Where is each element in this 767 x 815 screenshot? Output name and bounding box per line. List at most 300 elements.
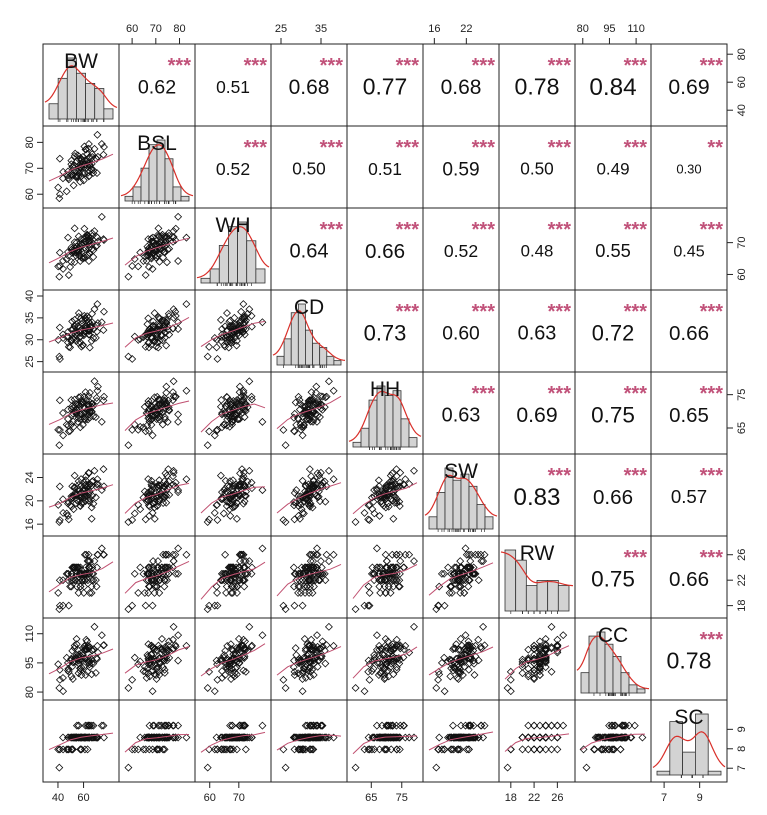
scatter-point [466,551,473,558]
scatter-point [465,746,472,753]
scatter-point [366,589,373,596]
scatter-point [411,467,418,474]
scatter-point [390,515,397,522]
histogram-bar [409,438,417,447]
histogram-bar [537,581,548,612]
scatter-point [172,225,179,232]
scatter-point [330,476,337,483]
scatter-point [222,551,229,558]
tick-label: 60 [24,188,37,201]
correlation-value: 0.69 [516,404,558,428]
histogram-bar [621,673,629,693]
tick-label: 65 [736,421,748,435]
scatter-point [71,472,78,479]
scatter-point [165,310,172,317]
scatter-point [352,606,359,613]
scatter-point [65,234,72,241]
variable-label: HH [369,378,401,401]
scatter-point [361,510,368,517]
significance-stars: *** [547,219,571,241]
scatter-point [374,632,381,639]
scatter-point [291,746,298,753]
histogram-bar [657,771,670,775]
scatter-point [259,418,266,425]
scatter-point [369,564,376,571]
histogram-bar [247,241,256,283]
histogram-bar [353,442,361,447]
scatter-point [466,746,473,753]
scatter-point [224,310,231,317]
correlation-value: 0.66 [668,321,710,345]
significance-stars: *** [623,137,647,159]
tick-label: 110 [627,23,645,35]
scatter-point [56,273,63,280]
scatter-point [55,590,62,597]
correlation-value: 0.68 [288,75,330,99]
scatter-point [125,685,132,692]
tick-label: 16 [23,518,36,531]
correlation-value: 0.55 [595,240,631,262]
scatter-point [213,583,220,590]
scatter-point [480,734,487,741]
scatter-point [299,688,306,695]
scatter-point [291,602,298,609]
scatter-point [383,558,390,565]
scatter-point [175,545,182,552]
scatter-point [175,722,182,729]
tick-label: 60 [203,792,216,804]
histogram-bar [385,395,393,447]
scatter-point [314,632,321,639]
scatter-point [504,685,511,692]
histogram-bar [605,644,613,693]
scatter-point [382,636,389,643]
scatter-point [463,551,470,558]
histogram-bar [637,689,645,693]
histogram-bar [581,673,589,693]
scatter-point [280,427,287,434]
variable-label: RW [519,542,555,565]
scatter-point [214,676,221,683]
tick-label: 60 [736,76,748,89]
scatter-point [318,558,325,565]
scatter-point [433,685,440,692]
correlation-value: 0.68 [440,75,482,99]
significance-stars: *** [623,465,647,487]
scatter-point [56,324,63,331]
scatter-point [204,685,211,692]
significance-stars: *** [471,55,495,77]
significance-stars: *** [319,219,343,241]
tick-label: 75 [395,792,408,804]
scatter-point [259,632,266,639]
scatter-point [352,764,359,771]
scatter-point [313,383,320,390]
variable-label: SC [674,706,704,729]
scatter-point [183,734,190,741]
scatter-point [322,660,329,667]
scatter-point [411,558,418,565]
correlation-value: 0.65 [669,404,709,427]
scatter-point [214,517,221,524]
correlation-value: 0.45 [673,242,705,261]
scatter-point [125,442,132,449]
scatter-point [308,473,315,480]
scatter-point [560,632,567,639]
scatter-point [366,676,373,683]
significance-stars: *** [395,301,419,323]
scatter-point [387,590,394,597]
panel-border [43,372,119,454]
scatter-point [65,272,72,279]
scatter-point [175,418,182,425]
tick-label: 80 [736,48,748,61]
scatter-point [63,188,70,195]
tick-label: 7 [661,792,668,804]
scatter-point [240,301,247,308]
correlation-value: 0.50 [520,158,554,179]
scatter-point [259,545,266,552]
histogram-bar [429,517,437,529]
scatter-point [137,564,144,571]
scatter-point [441,570,448,577]
scatter-point [326,558,333,565]
tick-label: 70 [149,23,162,35]
histogram-bar [526,586,537,611]
scatter-point [365,583,372,590]
scatter-point [467,558,474,565]
tick-label: 8 [735,745,748,752]
scatter-point [465,583,472,590]
correlation-value: 0.66 [592,485,634,509]
tick-label: 80 [23,136,36,149]
scatter-point [299,602,306,609]
scatter-point [397,558,404,565]
correlation-value: 0.57 [670,486,708,508]
correlation-value: 0.84 [589,74,637,102]
scatter-point [159,636,166,643]
correlation-value: 0.48 [520,241,554,261]
correlation-value: 0.75 [591,566,635,592]
significance-stars: *** [471,301,495,323]
significance-stars: *** [243,137,267,159]
scatter-point [92,334,99,341]
scatter-point [384,558,391,565]
significance-stars: *** [243,55,267,77]
histogram-bar [453,480,461,529]
scatter-point [475,577,482,584]
significance-stars: ** [707,137,723,159]
scatter-point [411,623,418,630]
histogram-bar [469,486,477,529]
significance-stars: *** [699,219,723,241]
correlation-value: 0.66 [364,239,406,263]
significance-stars: *** [395,137,419,159]
correlation-value: 0.78 [666,647,712,674]
scatter-point [131,570,138,577]
scatter-point [302,589,309,596]
scatter-point [131,510,138,517]
correlation-value: 0.52 [443,240,479,261]
scatter-point [519,670,526,677]
variable-label: CC [597,624,629,647]
scatter-point [214,589,221,596]
scatter-point [142,602,149,609]
scatter-point [227,512,234,519]
tick-label: 18 [504,792,517,804]
tick-label: 35 [23,311,36,325]
significance-stars: *** [623,55,647,77]
scatter-point [75,233,82,240]
scatter-point [89,310,96,317]
histogram-bar [708,771,721,775]
histogram-bar [104,109,113,119]
scatter-point [70,182,77,189]
scatter-point [292,645,299,652]
scatter-point [142,272,149,279]
scatter-point [436,734,443,741]
correlation-value: 0.49 [596,159,630,179]
scatter-point [206,343,213,350]
scatter-point [204,764,211,771]
scatter-point [135,590,142,597]
scatter-point [91,623,98,630]
scatter-point [183,476,190,483]
significance-stars: *** [547,137,571,159]
scatter-point [218,316,225,323]
scatter-point [129,263,136,270]
scatter-point [175,570,182,577]
tick-label: 40 [736,104,748,117]
scatter-point [507,676,514,683]
scatter-point [129,676,136,683]
scatter-point [56,249,63,256]
histogram-bar [683,752,696,775]
tick-label: 80 [23,685,36,699]
scatter-point [234,515,241,522]
scatter-point [80,177,87,184]
tick-label: 22 [735,574,748,587]
histogram-bar [277,356,284,365]
scatter-point [94,131,101,138]
scatter-point [507,688,514,695]
tick-label: 40 [51,792,65,804]
significance-stars: *** [547,55,571,77]
correlation-value: 0.52 [215,158,251,179]
correlation-value: 0.69 [668,76,710,100]
scatter-point [142,516,149,523]
tick-label: 95 [23,656,36,670]
histogram-bar [305,330,312,365]
scatter-point [450,722,457,729]
panel-border [499,700,575,782]
scatter-point [480,623,487,630]
significance-stars: *** [319,137,343,159]
scatter-point [161,583,168,590]
correlation-value: 0.60 [442,323,480,345]
scatter-point [88,583,95,590]
scatter-point [462,545,469,552]
histogram-bar [58,78,67,119]
scatter-point [639,734,646,741]
scatter-point [280,517,287,524]
scatter-point [471,672,478,679]
histogram-bar [361,428,369,447]
histogram-bar [181,196,189,201]
correlation-value: 0.30 [676,161,702,177]
scatter-point [282,685,289,692]
scatter-point [214,356,221,363]
significance-stars: *** [471,383,495,405]
histogram-bar [327,356,334,365]
scatter-point [211,509,218,516]
scatter-point [389,551,396,558]
correlation-value: 0.66 [668,567,710,591]
correlation-value: 0.77 [362,73,408,100]
tick-label: 25 [24,355,37,368]
scatter-point [461,589,468,596]
scatter-point [93,583,100,590]
histogram-bar [141,168,149,201]
tick-label: 60 [735,268,748,281]
scatter-point [98,213,105,220]
scatter-point [463,746,470,753]
scatter-point [457,558,464,565]
scatter-point [100,327,107,334]
tick-label: 70 [232,792,245,804]
tick-label: 20 [24,494,37,507]
scatter-point [93,577,100,584]
tick-label: 75 [735,388,748,401]
significance-stars: *** [547,301,571,323]
scatter-point [290,564,297,571]
scatter-point [183,387,190,394]
tick-label: 70 [23,162,36,175]
correlation-value: 0.75 [591,402,635,428]
scatter-point [56,155,63,162]
significance-stars: *** [395,55,419,77]
tick-label: 80 [173,23,186,35]
scatter-point [475,551,482,558]
scatter-point [150,558,157,565]
histogram-bar [256,269,265,283]
tick-label: 9 [736,726,749,733]
correlation-value: 0.72 [591,320,635,346]
scatter-point [214,602,221,609]
significance-stars: *** [699,55,723,77]
histogram-bar [291,313,298,365]
correlation-value: 0.51 [368,158,402,179]
scatter-point [155,558,162,565]
scatter-point [170,558,177,565]
significance-stars: *** [623,219,647,241]
scatter-point [282,442,289,449]
scatter-point [548,668,555,675]
scatter-point [149,688,156,695]
scatter-point [98,632,105,639]
histogram-bar [548,581,559,612]
scatter-point [170,551,177,558]
scatter-point [323,551,330,558]
scatter-point [326,623,333,630]
scatter-point [259,722,266,729]
tick-label: 26 [551,792,564,804]
scatter-point [131,654,138,661]
scatter-point [330,551,337,558]
histogram-bar [401,419,409,447]
scatter-point [411,734,418,741]
scatter-point [86,344,93,351]
scatter-point [183,234,190,241]
scatter-point [445,564,452,571]
scatter-point [326,378,333,385]
scatter-point [94,642,101,649]
histogram-bar [210,269,219,283]
correlation-value: 0.63 [517,322,557,345]
scatter-point [242,746,249,753]
scatter-point [583,764,590,771]
scatter-point [100,466,107,473]
significance-stars: *** [395,219,419,241]
significance-stars: *** [623,301,647,323]
scatter-point [435,676,442,683]
significance-stars: *** [623,383,647,405]
scatter-point [213,344,220,351]
scatter-point [259,487,266,494]
scatter-point [175,213,182,220]
tick-label: 70 [736,236,749,249]
tick-label: 40 [24,289,36,303]
scatter-point [374,722,381,729]
scatter-point [361,688,368,695]
correlation-value: 0.83 [513,484,561,512]
scatter-point [310,558,317,565]
significance-stars: *** [699,547,723,569]
significance-stars: *** [547,383,571,405]
histogram-bar [558,586,569,611]
scatter-point [156,589,163,596]
correlation-value: 0.51 [216,76,250,97]
scatter-point [282,519,289,526]
scatter-point [458,722,465,729]
scatter-point [393,473,400,480]
tick-label: 25 [274,23,288,35]
tick-label: 7 [736,765,749,772]
tick-label: 80 [576,23,589,35]
histogram-bar [201,278,210,283]
significance-stars: *** [699,465,723,487]
scatter-point [101,308,108,315]
correlation-value: 0.63 [441,404,481,427]
scatter-point [352,685,359,692]
histogram-bar [125,196,133,201]
scatter-point [91,378,98,385]
scatter-point [170,378,177,385]
variable-label: SW [444,460,478,483]
histogram-bar [133,187,141,201]
scatter-point [504,764,511,771]
scatter-point [98,418,105,425]
significance-stars: *** [471,137,495,159]
scatter-point [170,623,177,630]
scatter-point [55,184,62,191]
scatter-point [88,515,95,522]
scatter-point [507,668,514,675]
scatter-point [135,263,142,270]
scatter-point [204,442,211,449]
scatter-point [60,688,67,695]
scatter-point [220,510,227,517]
